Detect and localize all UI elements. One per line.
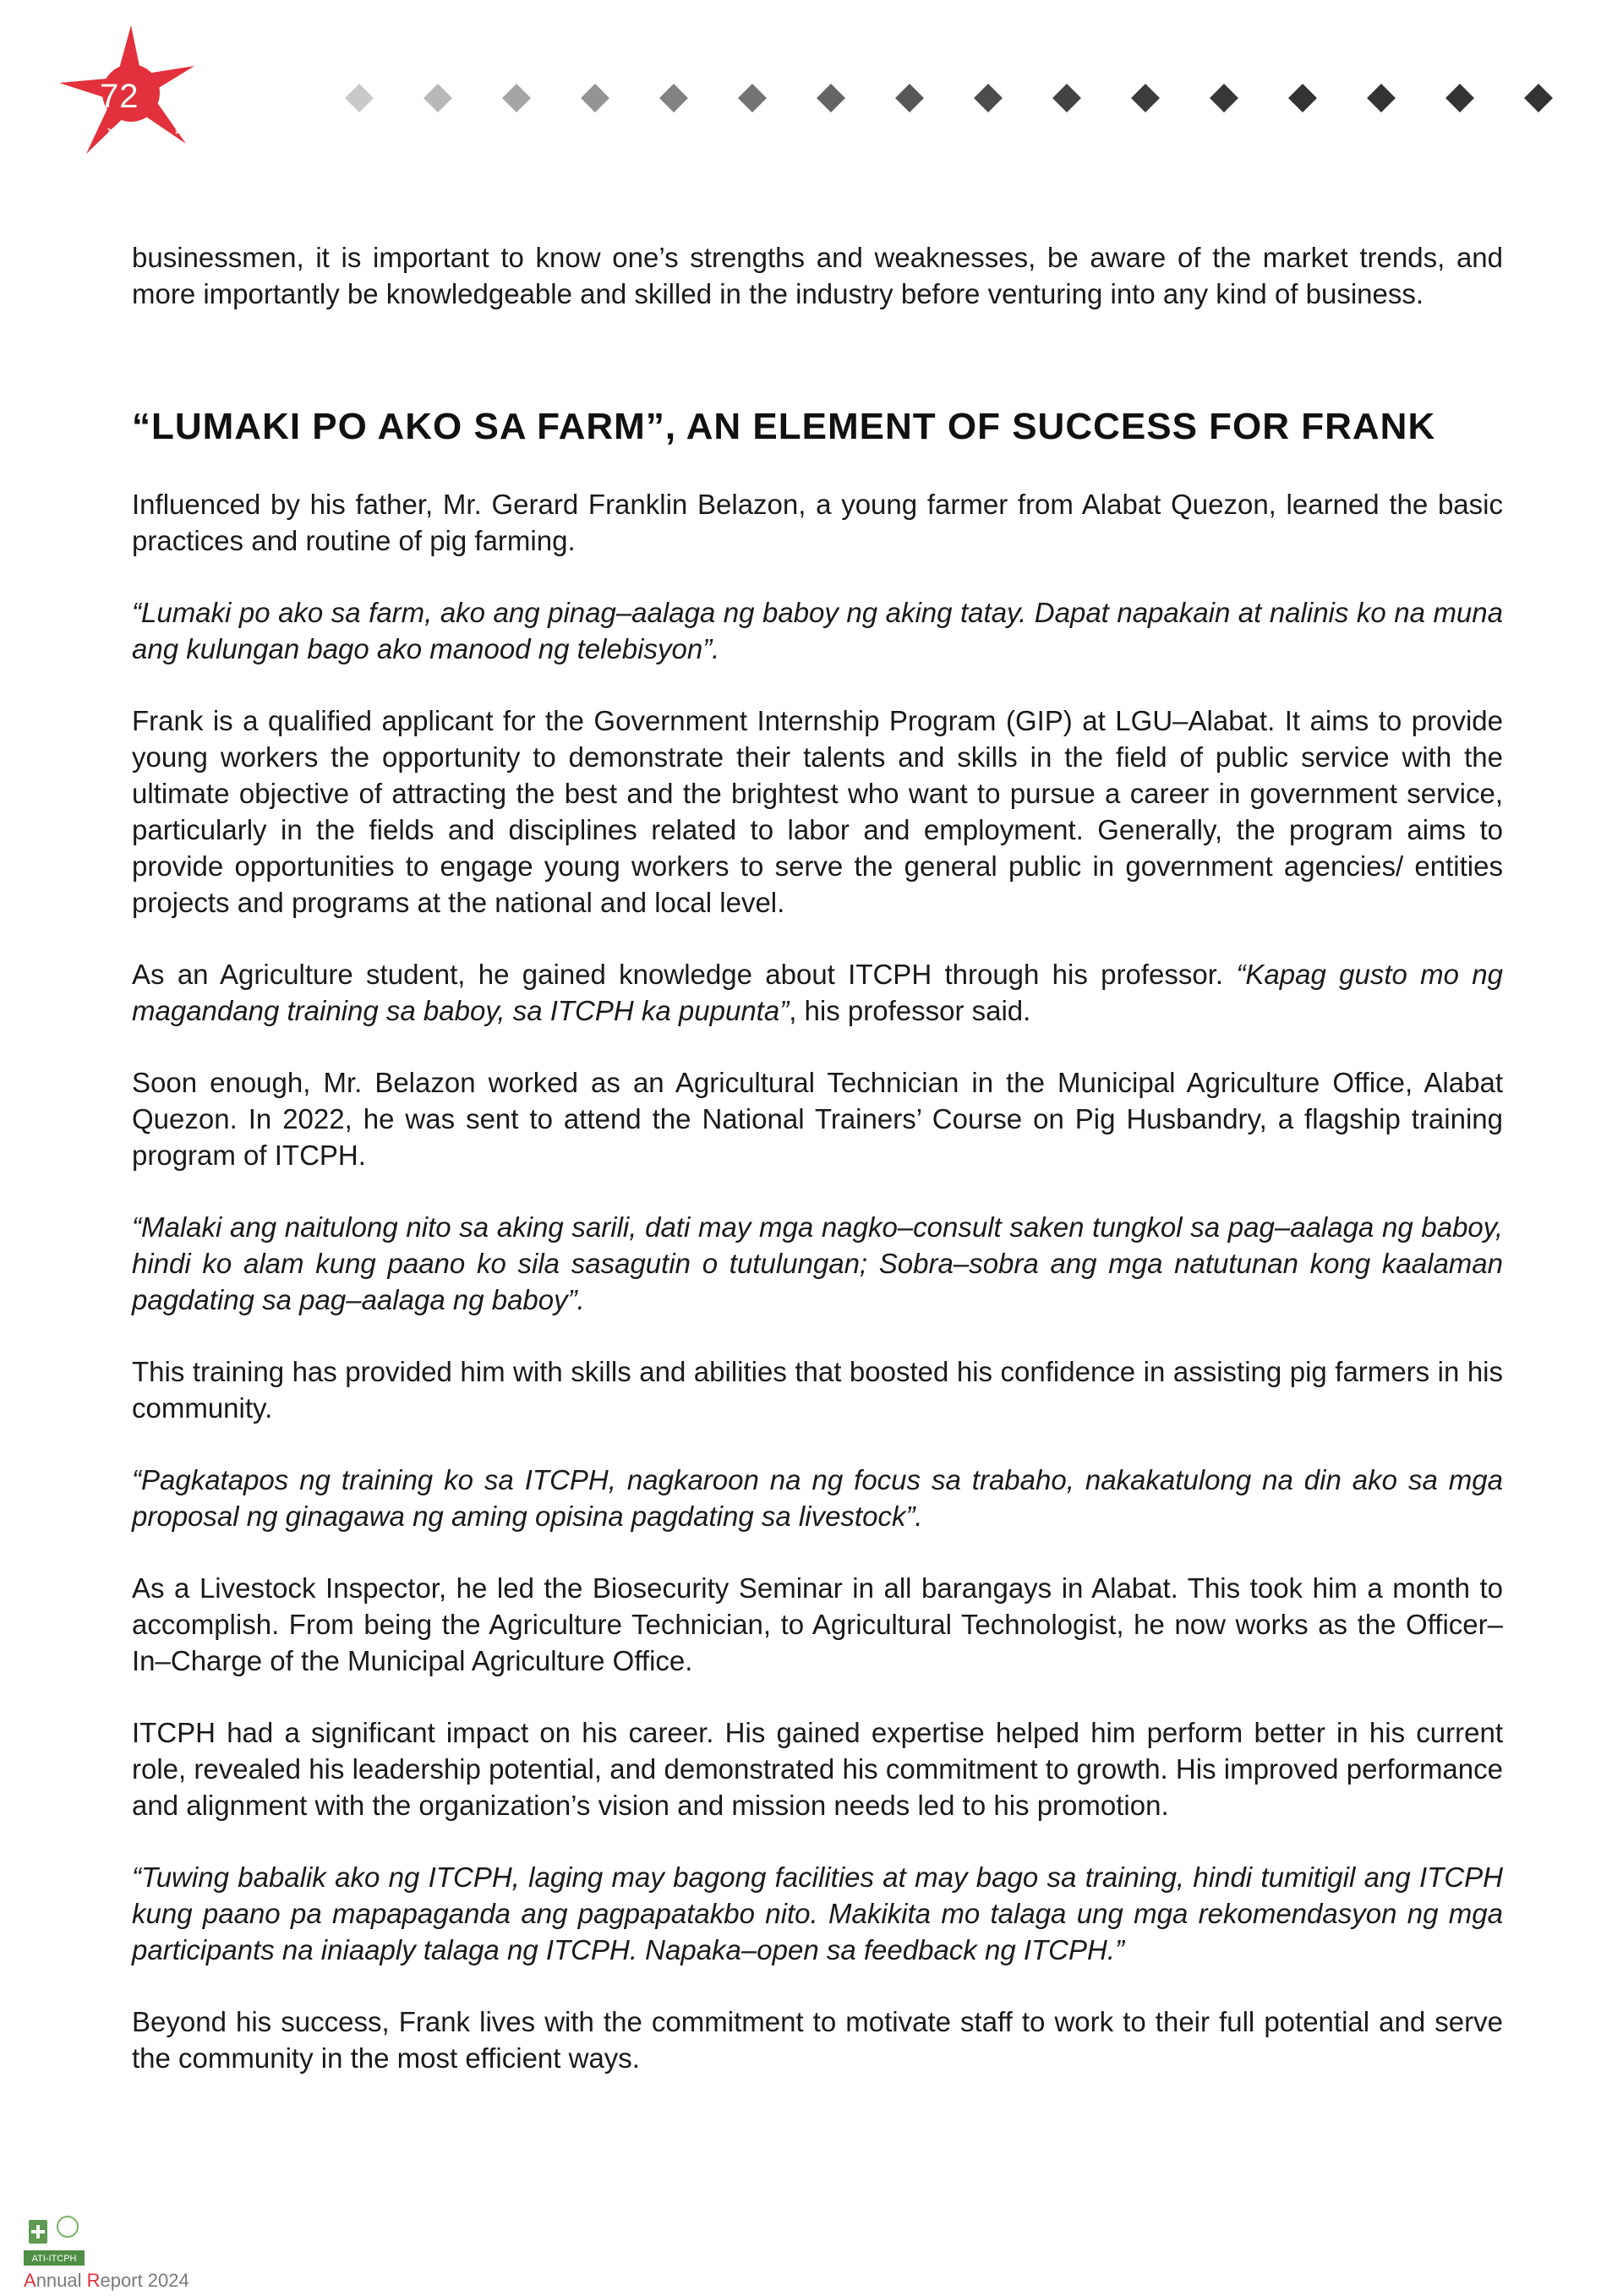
decorative-diamond-icon: [1052, 84, 1081, 112]
decorative-diamond-icon: [738, 84, 767, 112]
paragraph-3-lead: As an Agriculture student, he gained knowledge about ITCPH through his professor.: [132, 959, 1237, 990]
logo-text: ATI-ITCPH: [31, 2254, 77, 2264]
paragraph-3-quote: “Kapag gusto mo ng magandang training sa baboy, sa ITCPH ka pupunta”: [132, 959, 1503, 1026]
paragraph-6: As a Livestock Inspector, he led the Biosecurity Seminar in all barangays in Alabat. This took him a month to accomplish. From being the Agriculture Technician, to Agricultural Technologist, he now works as the Officer–In–Charge of the Municipal Agriculture Office.: [132, 1572, 1503, 1676]
organization-logo-icon: [24, 2213, 85, 2276]
page-number: 72: [100, 78, 139, 115]
footer-letter-r: R: [86, 2270, 101, 2291]
decorative-diamond-icon: [345, 84, 374, 112]
decorative-diamond-row: [349, 88, 1549, 110]
quote-1: “Lumaki po ako sa farm, ako ang pinag–aalaga ng baboy ng aking tatay. Dapat napakain at nalinis ko na muna ang kulungan bago ako manood ng telebisyon”.: [132, 597, 1503, 664]
ati-itcph-logo: [24, 2213, 85, 2276]
paragraph-2: Frank is a qualified applicant for the Government Internship Program (GIP) at LGU–Alabat. It aims to provide young workers the opportunity to demonstrate their talents and skills in the field of public service with the ultimate objective of attracting the best and the brightest who want to pursue a career in government service, particularly in the fields and disciplines related to labor and employment. Generally, the program aims to provide opportunities to engage young workers to serve the general public in government agencies/ entities projects and programs at the national and local level.: [132, 705, 1503, 918]
paragraph-1: Influenced by his father, Mr. Gerard Franklin Belazon, a young farmer from Alabat Quezon, learned the basic practices and routine of pig farming.: [132, 489, 1503, 556]
footer-report-rest: eport 2024: [100, 2270, 189, 2291]
decorative-diamond-icon: [817, 84, 845, 112]
paragraph-5: This training has provided him with skills and abilities that boosted his confidence in assisting pig farmers in his community.: [132, 1356, 1503, 1424]
paragraph-8: Beyond his success, Frank lives with the commitment to motivate staff to work to their full potential and serve the community in the most efficient ways.: [132, 2006, 1503, 2074]
decorative-diamond-icon: [895, 84, 924, 112]
decorative-diamond-icon: [659, 84, 688, 112]
decorative-diamond-icon: [1367, 84, 1396, 112]
decorative-diamond-icon: [1445, 84, 1474, 112]
intro-paragraph: businessmen, it is important to know one’s strengths and weaknesses, be aware of the market trends, and more importantly be knowledgeable and skilled in the industry before venturing into any kind of business.: [132, 242, 1503, 309]
decorative-diamond-icon: [974, 84, 1003, 112]
decorative-diamond-icon: [1131, 84, 1160, 112]
quote-3: “Pagkatapos ng training ko sa ITCPH, nagkaroon na ng focus sa trabaho, nakakatulong na din ako sa mga proposal ng ginagawa ng aming opisina pagdating sa livestock”.: [132, 1464, 1503, 1532]
paragraph-3-tail: , his professor said.: [789, 995, 1031, 1026]
decorative-diamond-icon: [1288, 84, 1317, 112]
decorative-diamond-icon: [581, 84, 609, 112]
paragraph-3: [132, 956, 1503, 1029]
footer-annual-report: [24, 2270, 189, 2292]
decorative-diamond-icon: [1210, 84, 1238, 112]
section-heading: “LUMAKI PO AKO SA FARM”, AN ELEMENT OF SUCCESS FOR FRANK: [132, 406, 1436, 447]
decorative-diamond-icon: [1524, 84, 1553, 112]
footer-annual-rest: nnual: [36, 2270, 87, 2291]
paragraph-4: Soon enough, Mr. Belazon worked as an Agricultural Technician in the Municipal Agriculture Office, Alabat Quezon. In 2022, he was sent to attend the National Trainers’ Course on Pig Husbandry, a flagship training program of ITCPH.: [132, 1067, 1503, 1171]
decorative-diamond-icon: [424, 84, 452, 112]
decorative-diamond-icon: [502, 84, 531, 112]
quote-4: “Tuwing babalik ako ng ITCPH, laging may bagong facilities at may bago sa training, hindi tumitigil ang ITCPH kung paano pa mapapaganda ang pagpapatakbo nito. Makikita mo talaga ung mga rekomendasyon ng mga participants na iniaaply talaga ng ITCPH. Napaka–open sa feedback ng ITCPH.”: [132, 1861, 1503, 1965]
footer-letter-a: A: [24, 2270, 36, 2291]
quote-2: “Malaki ang naitulong nito sa aking sarili, dati may mga nagko–consult saken tungkol sa pag–aalaga ng baboy, hindi ko alam kung paano ko sila sasagutin o tutulungan; Sobra–sobra ang mga natutunan kong kaalaman pagdating sa pag–aalaga ng baboy”.: [132, 1211, 1503, 1315]
article-body: [132, 239, 1503, 2112]
paragraph-7: ITCPH had a significant impact on his career. His gained expertise helped him perform better in his current role, revealed his leadership potential, and demonstrated his commitment to growth. His improved performance and alignment with the organization’s vision and mission needs led to his promotion.: [132, 1717, 1503, 1821]
